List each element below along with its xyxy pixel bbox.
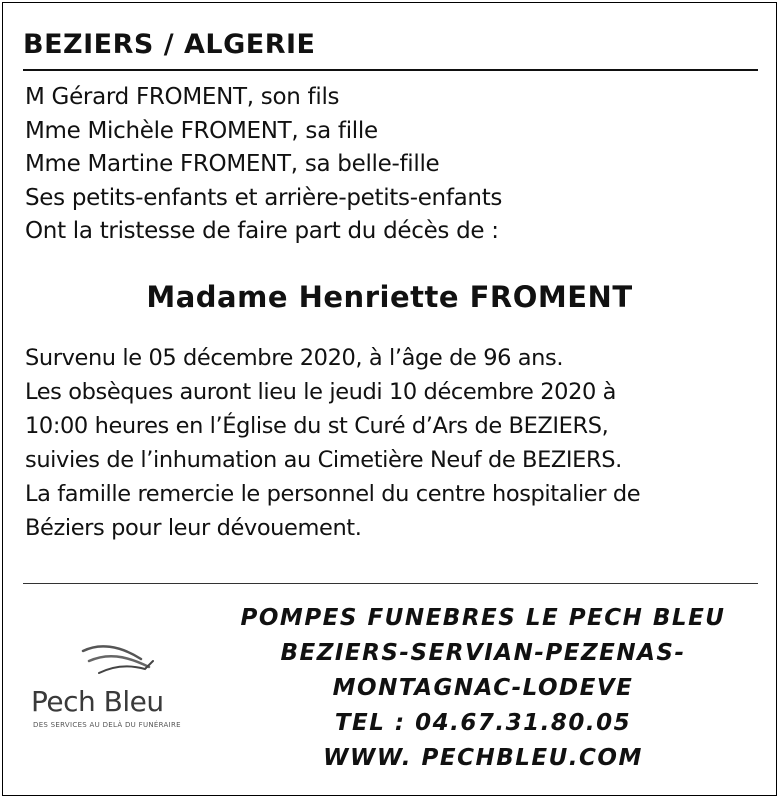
funeral-home-info: [203, 601, 763, 776]
family-announcement: [25, 81, 502, 249]
heading-divider: [23, 69, 758, 71]
swoosh-icon: [79, 639, 159, 683]
detail-line: Béziers pour leur dévouement.: [25, 515, 362, 541]
family-line: Ont la tristesse de faire part du décès de :: [25, 218, 499, 244]
family-line: M Gérard FROMENT, son fils: [25, 84, 340, 110]
detail-line: 10:00 heures en l’Église du st Curé d’Ars de BEZIERS,: [25, 413, 609, 439]
family-line: Ses petits-enfants et arrière-petits-enfants: [25, 184, 503, 211]
notice-heading: BEZIERS / ALGERIE: [23, 29, 316, 60]
detail-line: suivies de l’inhumation au Cimetière Neuf de BEZIERS.: [25, 447, 622, 473]
detail-line: Survenu le 05 décembre 2020, à l’âge de 96 ans.: [25, 345, 564, 371]
funeral-home-phone: TEL : 04.67.31.80.05: [334, 710, 632, 736]
family-line: Mme Michèle FROMENT, sa fille: [25, 117, 378, 144]
pech-bleu-logo: [21, 639, 221, 739]
funeral-home-website: WWW. PECHBLEU.COM: [323, 745, 643, 771]
obituary-notice: [2, 2, 777, 796]
deceased-name: Madame Henriette FROMENT: [146, 280, 633, 314]
funeral-details: [25, 341, 640, 545]
logo-tagline: DES SERVICES AU DELÀ DU FUNÉRAIRE: [33, 721, 181, 729]
footer-divider: [23, 583, 758, 584]
funeral-home-towns: BEZIERS-SERVIAN-PEZENAS-: [280, 640, 686, 666]
logo-name: Pech Bleu: [31, 685, 164, 718]
family-line: Mme Martine FROMENT, sa belle-fille: [25, 151, 440, 177]
funeral-home-towns: MONTAGNAC-LODEVE: [332, 675, 634, 701]
detail-line: Les obsèques auront lieu le jeudi 10 décembre 2020 à: [25, 379, 617, 405]
funeral-home-name: POMPES FUNEBRES LE PECH BLEU: [240, 605, 726, 631]
detail-line: La famille remercie le personnel du centre hospitalier de: [25, 481, 641, 507]
